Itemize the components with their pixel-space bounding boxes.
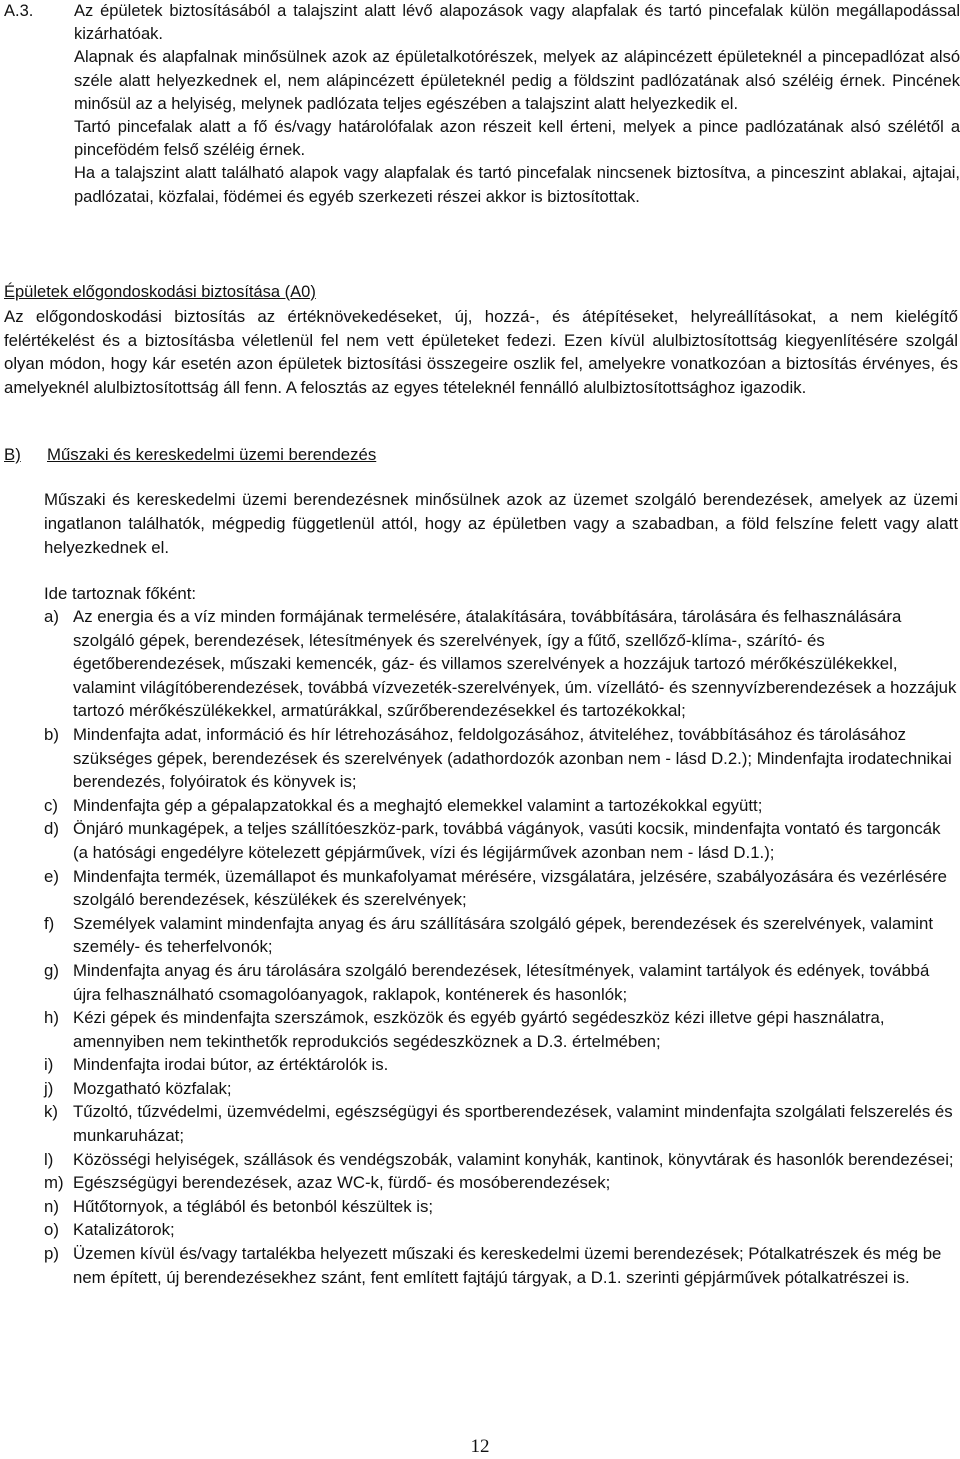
section-a3: [4, 0, 960, 209]
list-item: [44, 817, 960, 864]
a3-paragraph: Az épületek biztosításából a talajszint alatt lévő alapozások vagy alapfalak és tartó pincefalak külön megállapodással kizárhatóak.: [74, 2, 960, 44]
list-item-text: Mindenfajta adat, információ és hír létrehozásához, feldolgozásához, átviteléhez, továbbításához és tárolásához szükséges gépek, berendezések és szerelvények (adathordozók azonban nem - lásd D.2.); Mindenfajta irodatechnikai berendezés, folyóiratok és könyvek is;: [73, 724, 952, 792]
section-b-intro: Műszaki és kereskedelmi üzemi berendezésnek minősülnek azok az üzemet szolgáló berendezések, amelyek az üzemi ingatlanon találhatók, mégpedig függetlenül attól, hogy az épületben vagy a szabadban, a föld felszíne felett vagy alatt helyezkednek el.: [44, 490, 958, 557]
section-a0-title: Épületek előgondoskodási biztosítása (A0): [4, 283, 316, 301]
list-item-text: Közösségi helyiségek, szállások és vendégszobák, valamint konyhák, kantinok, könyvtárak és hasonlók berendezései;: [73, 1149, 954, 1169]
list-item: [44, 794, 960, 818]
list-item: [44, 912, 960, 959]
list-item-letter: o): [44, 1220, 59, 1240]
list-item-text: Kézi gépek és mindenfajta szerszámok, eszközök és egyéb gyártó segédeszköz kézi illetve gépi használatra, amennyiben nem tekinthetők reprodukciós segédeszköznek a D.3. értelmében;: [73, 1008, 885, 1051]
list-item-letter: b): [44, 724, 59, 744]
section-a0-body: Az előgondoskodási biztosítás az értéknövekedéseket, új, hozzá-, és átépítéseket, helyreállításokat, a nem kielégítő felértékelést és a biztosításba véletlenül fel nem vett épületeket fedezi. Ezen kívül alulbiztosítottság kiegyenlítésére szolgál olyan módon, hogy kár esetén azon épületek biztosítási összegeire oszlik fel, amelyekre vonatkozóan a biztosítás érvényes, és amelyeknél alulbiztosítottság áll fenn. A felosztás az egyes tételeknél fennálló alulbiztosítottsághoz igazodik.: [4, 307, 958, 397]
list-item: [44, 1077, 960, 1101]
list-item-letter: p): [44, 1244, 59, 1264]
list-item-letter: c): [44, 795, 58, 815]
list-item-text: Mozgatható közfalak;: [73, 1078, 232, 1098]
section-b-letter: B): [4, 445, 21, 464]
section-b-heading: [4, 443, 376, 466]
list-item-letter: i): [44, 1055, 54, 1075]
list-item-text: Mindenfajta gép a gépalapzatokkal és a meghajtó elemekkel valamint a tartozékokkal együtt;: [73, 795, 763, 815]
list-item-text: Mindenfajta termék, üzemállapot és munkafolyamat mérésére, vizsgálatára, jelzésére, szabályozására és vezérlésére szolgáló berendezések, készülékek és szerelvények;: [73, 866, 947, 910]
list-item: [44, 1148, 960, 1172]
list-item-text: Hűtőtornyok, a téglából és betonból készültek is;: [73, 1196, 434, 1216]
list-item-letter: f): [44, 913, 55, 933]
list-item-text: Üzemen kívül és/vagy tartalékba helyezett műszaki és kereskedelmi üzemi berendezések; Pótalkatrészek és még be nem épített, új berendezésekhez szánt, fent említett fajtájú tárgyak, a D.1. szerinti gépjárművek pótalkatrészei is.: [73, 1244, 942, 1287]
list-item: [44, 1006, 960, 1053]
list-item: [44, 865, 960, 912]
list-item: [44, 1053, 960, 1077]
a3-paragraph: Alapnak és alapfalnak minősülnek azok az épületalkotórészek, melyek az alápincézett épületeknél a pincepadlózat alsó széle alatt helyezkednek el, nem alápincézett épületeknél pedig a földszint padlózatának alsó széléig érnek. Pincének minősül az a helyiség, melynek padlózata teljes egészében a talajszint alatt helyezkedik el.: [74, 48, 960, 113]
section-a3-body: [74, 0, 960, 209]
list-item-text: Önjáró munkagépek, a teljes szállítóeszköz-park, továbbá vágányok, vasúti kocsik, mindenfajta vontató és targoncák (a hatósági engedélyre kötelezett gépjárművek, vízi és légijárművek azonban nem - lásd D.1.);: [73, 819, 941, 862]
a3-paragraph: Tartó pincefalak alatt a fő és/vagy határolófalak azon részeit kell érteni, melyek a pince padlózatának alsó szélétől a pincefödém felső széléig érnek.: [74, 118, 960, 160]
list-item-letter: h): [44, 1008, 59, 1028]
list-item: [44, 1195, 960, 1219]
list-item: [44, 959, 960, 1006]
list-item-letter: e): [44, 866, 59, 886]
list-item-letter: j): [44, 1078, 54, 1098]
a3-paragraph: Ha a talajszint alatt található alapok vagy alapfalak és tartó pincefalak nincsenek biztosítva, a pinceszint ablakai, ajtajai, padlózatai, közfalai, födémei és egyéb szerkezeti részei akkor is biztosítottak.: [74, 164, 960, 206]
list-item-letter: m): [44, 1173, 64, 1193]
list-item: [44, 1218, 960, 1242]
list-item-text: Személyek valamint mindenfajta anyag és áru szállítására szolgáló gépek, berendezések és szerelvények, valamint személy- és teherfelvonók;: [73, 913, 934, 957]
list-item-letter: k): [44, 1102, 58, 1122]
list-item-letter: g): [44, 960, 59, 980]
list-item-letter: d): [44, 819, 59, 839]
section-b-title: Műszaki és kereskedelmi üzemi berendezés: [47, 445, 377, 464]
page-number: 12: [470, 1436, 490, 1457]
list-item-text: Az energia és a víz minden formájának termelésére, átalakítására, továbbítására, tárolására és felhasználására szolgáló gépek, berendezések, létesítmények és szerelvények, így a fűtő, szellőző-klíma-, szárító- és égetőberendezések, műszaki kemencék, gáz- és villamos szerelvények a hozzájuk tartozó mérőkészülékekkel, valamint világítóberendezések, továbbá vízvezeték-szerelvények, úm. vízellátó- és szennyvízberendezések a hozzájuk tartozó mérőkészülékekkel, armatúrákkal, szűrőberendezésekkel és tartozékokkal;: [73, 607, 957, 721]
list-item: [44, 723, 960, 794]
list-item-text: Mindenfajta irodai bútor, az értéktárolók is.: [73, 1055, 389, 1075]
list-item-letter: l): [44, 1149, 54, 1169]
list-item: [44, 1171, 960, 1195]
list-item-text: Egészségügyi berendezések, azaz WC-k, fürdő- és mosóberendezések;: [73, 1173, 611, 1193]
section-a3-label: A.3.: [4, 2, 34, 20]
list-item-text: Katalizátorok;: [73, 1220, 175, 1240]
list-item: [44, 1242, 960, 1289]
list-item: [44, 1100, 960, 1147]
list-item-text: Tűzoltó, tűzvédelmi, üzemvédelmi, egészségügyi és sportberendezések, valamint mindenfajta szolgálati felszerelés és munkaruházat;: [73, 1102, 953, 1146]
list-item-letter: a): [44, 607, 59, 626]
list-item: [44, 605, 960, 723]
list-item-letter: n): [44, 1196, 59, 1216]
section-b-list-intro: Ide tartoznak főként:: [44, 584, 197, 603]
list-item-text: Mindenfajta anyag és áru tárolására szolgáló berendezések, létesítmények, valamint tartályok és edények, továbbá újra felhasználható csomagolóanyagok, raklapok, konténerek és hasonlók;: [73, 960, 930, 1004]
section-b-item-list: [44, 605, 960, 1289]
